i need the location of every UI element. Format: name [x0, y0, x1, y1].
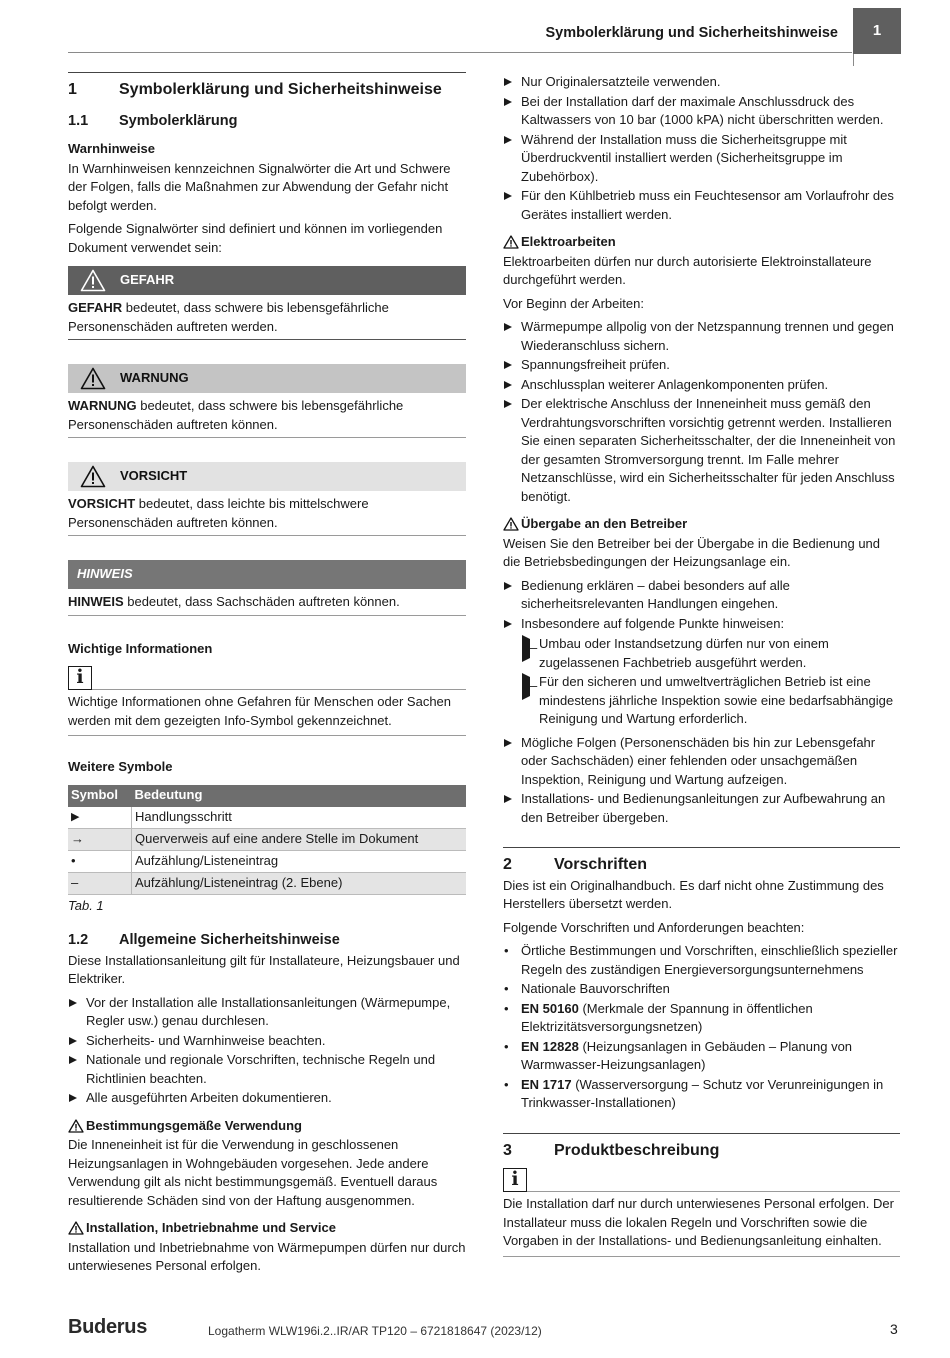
- warning-triangle-icon: [80, 465, 106, 488]
- section-3-heading: 3 Produktbeschreibung: [503, 1141, 720, 1159]
- list-item: • EN 12828 (Heizungsanlagen in Gebäuden – Planung von Warmwasser-Heizungsanlagen): [503, 1038, 900, 1075]
- section-2-text: Dies ist ein Originalhandbuch. Es darf nicht ohne Zustimmung des Herstellers übersetzt werden.: [503, 877, 884, 911]
- section-1-2-intro: Diese Installationsanleitung gilt für Installateure, Heizungsbauer und Elektriker.: [68, 952, 460, 986]
- list-item: Insbesondere auf folgende Punkte hinweisen: – Umbau oder Instandsetzung dürfen nur von einem zugelassenen Fachbetrieb ausgeführt werden. – Für den sicheren und umweltverträglichen Betrieb ist eine mindestens jährliche Inspektion sowie eine bedarfsabhängige Reinigung und Wartung erforderlich.: [503, 615, 900, 729]
- list-item: • Nationale Bauvorschriften: [503, 980, 900, 999]
- symbol-table: [68, 785, 466, 895]
- warnhinweise-text: In Warnhinweisen kennzeichnen Signalwörter die Art und Schwere der Folgen, falls die Maßnahmen zur Abwendung der Gefahr nicht befolgt werden.: [68, 160, 451, 213]
- weitere-symbole-heading: Weitere Symbole: [68, 759, 173, 774]
- table-row: – Aufzählung/Listeneintrag (2. Ebene): [68, 872, 466, 894]
- chapter-tab: 1: [853, 8, 901, 54]
- warnhinweise-text-2: Folgende Signalwörter sind definiert und können im vorliegenden Dokument verwendet sein:: [68, 221, 443, 255]
- table-header-bedeutung: Bedeutung: [132, 785, 467, 807]
- list-item: • EN 1717 (Wasserversorgung – Schutz vor Verunreinigungen in Trinkwasser-Installationen): [503, 1076, 900, 1113]
- bestimmung-heading: Bestimmungsgemäße Verwendung: [68, 1117, 466, 1136]
- warnhinweise-heading: Warnhinweise: [68, 141, 155, 156]
- list-item: Nur Originalersatzteile verwenden.: [503, 73, 900, 92]
- list-item: Für den Kühlbetrieb muss ein Feuchtesensor am Vorlaufrohr des Gerätes installiert werden.: [503, 187, 900, 224]
- info-text: Wichtige Informationen ohne Gefahren für Menschen oder Sachen werden mit dem gezeigten Info-Symbol gekennzeichnet.: [68, 693, 466, 736]
- info-icon: i: [68, 666, 92, 690]
- signal-warnung-bar: WARNUNG: [68, 364, 466, 393]
- header-rule: [68, 52, 852, 53]
- table-row: → Querverweis auf eine andere Stelle im Dokument: [68, 828, 466, 850]
- warning-triangle-icon: [68, 1119, 84, 1133]
- section-2-text-2: Folgende Vorschriften und Anforderungen beachten:: [503, 919, 805, 935]
- warning-triangle-icon: [503, 235, 519, 249]
- list-item: Vor der Installation alle Installationsanleitungen (Wärmepumpe, Regler usw.) genau durchlesen.: [68, 994, 466, 1031]
- signal-hinweis: [68, 560, 466, 616]
- right-column: [503, 73, 900, 1279]
- list-item: Sicherheits- und Warnhinweise beachten.: [68, 1032, 466, 1051]
- uebergabe-text: Weisen Sie den Betreiber bei der Übergabe in die Bedienung und die Betriebsbedingungen der Heizungsanlage ein.: [503, 535, 881, 569]
- section-1-2-heading: 1.2 Allgemeine Sicherheitshinweise: [68, 932, 340, 948]
- buderus-logo: Buderus: [68, 1316, 148, 1338]
- vorschriften-list: [503, 942, 900, 1113]
- section-1-heading: 1 Symbolerklärung und Sicherheitshinweise: [68, 81, 442, 98]
- list-item: Wärmepumpe allpolig von der Netzspannung trennen und gegen Wiederanschluss sichern.: [503, 318, 900, 355]
- info-icon: i: [503, 1168, 527, 1192]
- signal-hinweis-bar: HINWEIS: [68, 560, 466, 589]
- list-item: • Örtliche Bestimmungen und Vorschriften, einschließlich spezieller Regeln des zuständigen Energieversorgungsunternehmens: [503, 942, 900, 979]
- list-item: – Für den sicheren und umweltverträglichen Betrieb ist eine mindestens jährliche Inspektion sowie eine bedarfsabhängige Reinigung und Wartung erforderlich.: [521, 673, 900, 729]
- section-1-1-heading: 1.1 Symbolerklärung: [68, 112, 238, 129]
- signal-gefahr-text: GEFAHR bedeutet, dass schwere bis lebensgefährliche Personenschäden auftreten werden.: [68, 300, 389, 334]
- warning-triangle-icon: [68, 1221, 84, 1235]
- signal-gefahr-bar: GEFAHR: [68, 266, 466, 295]
- bestimmung-text: Die Inneneinheit ist für die Verwendung in geschlossenen Heizungsanlagen in Wohngebäuden vorgesehen. Jede andere Verwendung gilt als nicht bestimmungsgemäß. Eventuell daraus resultierende Schäden sind von der Haftung ausgenommen.: [68, 1137, 438, 1208]
- list-item: Alle ausgeführten Arbeiten dokumentieren.: [68, 1089, 466, 1108]
- general-safety-list: [68, 994, 466, 1108]
- elektro-text: Elektroarbeiten dürfen nur durch autorisierte Elektroinstallateure durchgeführt werden.: [503, 253, 872, 287]
- signal-vorsicht-bar: VORSICHT: [68, 462, 466, 491]
- signal-vorsicht-text: VORSICHT bedeutet, dass leichte bis mittelschwere Personenschäden auftreten können.: [68, 496, 369, 530]
- list-item: Nationale und regionale Vorschriften, technische Regeln und Richtlinien beachten.: [68, 1051, 466, 1088]
- page-number: 3: [890, 1321, 898, 1337]
- list-item: Anschlussplan weiterer Anlagenkomponenten prüfen.: [503, 376, 900, 395]
- table-row: ▶ Handlungsschritt: [68, 807, 466, 829]
- signal-hinweis-text: HINWEIS bedeutet, dass Sachschäden auftreten können.: [68, 594, 400, 609]
- signal-warnung: [68, 364, 466, 438]
- section-3-text: Die Installation darf nur durch unterwiesenes Personal erfolgen. Der Installateur muss die lokalen Regeln und Vorschriften sowie die Vorgaben in der Installations- und Bedienungsanleitung einhalten.: [503, 1195, 900, 1257]
- signal-gefahr: [68, 266, 466, 340]
- installation-text: Installation und Inbetriebnahme von Wärmepumpen dürfen nur durch unterwiesenes Personal erfolgen.: [68, 1239, 466, 1273]
- running-header-title: Symbolerklärung und Sicherheitshinweise: [545, 25, 838, 41]
- uebergabe-sublist: [521, 635, 900, 729]
- installation-list: [503, 73, 900, 224]
- list-item: Bedienung erklären – dabei besonders auf alle sicherheitsrelevanten Handlungen eingehen.: [503, 577, 900, 614]
- warning-triangle-icon: [80, 367, 106, 390]
- elektro-list: [503, 318, 900, 506]
- uebergabe-heading: Übergabe an den Betreiber: [503, 515, 900, 534]
- list-item: Während der Installation muss die Sicherheitsgruppe mit Überdruckventil installiert werden (Sicherheitsgruppe im Zubehörbox).: [503, 131, 900, 187]
- table-row: • Aufzählung/Listeneintrag: [68, 850, 466, 872]
- footer-document-id: Logatherm WLW196i.2..IR/AR TP120 – 6721818647 (2023/12): [208, 1324, 542, 1338]
- table-caption: Tab. 1: [68, 897, 104, 913]
- list-item: Mögliche Folgen (Personenschäden bis hin zur Lebensgefahr oder Sachschäden) einer fehlenden oder unsachgemäßen Inspektion, Reinigung und Wartung aufzeigen.: [503, 734, 900, 790]
- elektro-before: Vor Beginn der Arbeiten:: [503, 295, 644, 311]
- list-item: – Umbau oder Instandsetzung dürfen nur von einem zugelassenen Fachbetrieb ausgeführt werden.: [521, 635, 900, 672]
- signal-vorsicht: [68, 462, 466, 536]
- info-box: [503, 1168, 900, 1192]
- signal-warnung-text: WARNUNG bedeutet, dass schwere bis lebensgefährliche Personenschäden auftreten können.: [68, 398, 404, 432]
- list-item: • EN 50160 (Merkmale der Spannung in öffentlichen Elektrizitätsversorgungsnetzen): [503, 1000, 900, 1037]
- elektro-heading: Elektroarbeiten: [503, 233, 900, 252]
- warning-triangle-icon: [80, 269, 106, 292]
- list-item: Installations- und Bedienungsanleitungen zur Aufbewahrung an den Betreiber übergeben.: [503, 790, 900, 827]
- table-header-symbol: Symbol: [68, 785, 132, 807]
- header-tick: [853, 54, 854, 66]
- left-column: [68, 72, 466, 1281]
- warning-triangle-icon: [503, 517, 519, 531]
- list-item: Spannungsfreiheit prüfen.: [503, 356, 900, 375]
- list-item: Der elektrische Anschluss der Inneneinheit muss gemäß den Verdrahtungsvorschriften vorsichtig getrennt werden. Installieren Sie einen separaten Sicherheitsschalter, der die Inneneinheit von der gesamten Stromversorgung trennt. Im Falle mehrer Netzanschlüsse, wird ein Sicherheitsschalter für jeden Anschluss benötigt.: [503, 395, 900, 506]
- uebergabe-list: [503, 577, 900, 828]
- list-item: Bei der Installation darf der maximale Anschlussdruck des Kaltwassers von 10 bar (1000 kPA) nicht überschritten werden.: [503, 93, 900, 130]
- section-2-heading: 2 Vorschriften: [503, 856, 648, 873]
- installation-heading: Installation, Inbetriebnahme und Service: [68, 1219, 466, 1238]
- wichtige-informationen-heading: Wichtige Informationen: [68, 640, 213, 656]
- info-box: [68, 666, 466, 690]
